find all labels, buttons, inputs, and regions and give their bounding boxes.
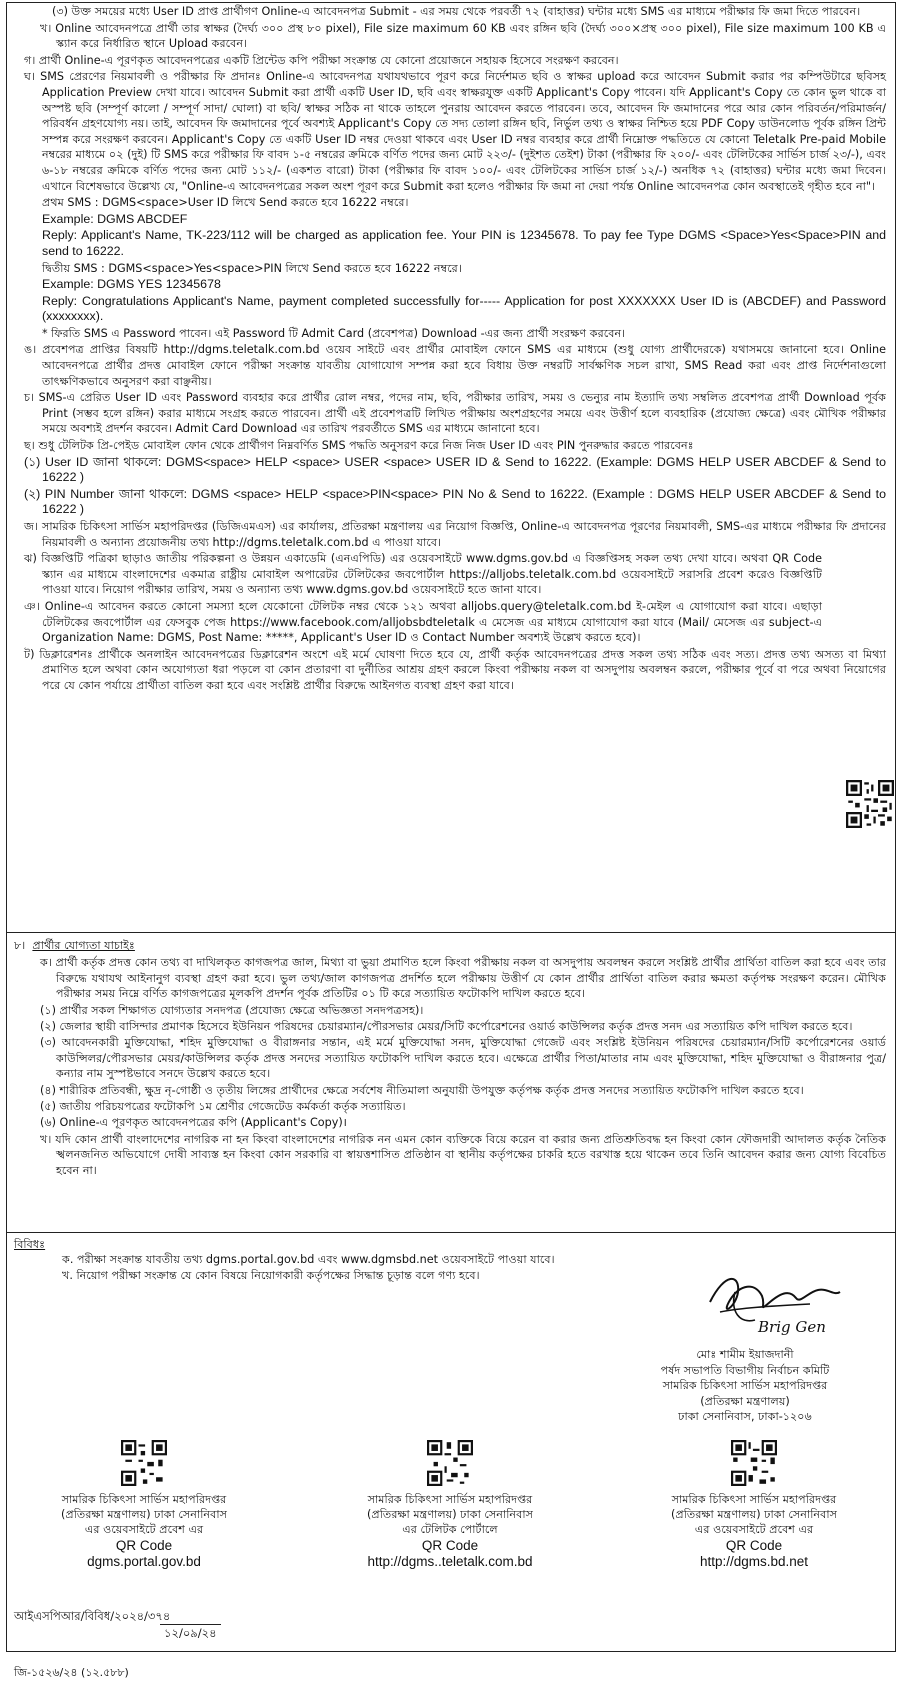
qr-code-icon <box>121 1440 167 1486</box>
qr-portal-label: QR Code <box>115 1537 173 1553</box>
example-1: Example: DGMS ABCDEF <box>42 211 188 226</box>
qr-bdnet-label: QR Code <box>725 1537 783 1553</box>
qr-code-icon <box>427 1440 473 1486</box>
second-sms: দ্বিতীয় SMS : DGMS<space>Yes<space>PIN লিখে Send করতে হবে 16222 নম্বরে। <box>42 261 462 275</box>
first-sms: প্রথম SMS : DGMS<space>User ID লিখে Send করতে হবে 16222 নম্বরে। <box>42 196 409 210</box>
doc-item-1: (১) প্রার্থীর সকল শিক্ষাগত যোগ্যতার সনদপত্র (প্রযোজ্য ক্ষেত্রে অভিজ্ঞতা সনদপত্রসহ)। <box>40 1003 424 1017</box>
qr-portal <box>24 1440 264 1570</box>
qr-bdnet-line1: সামরিক চিকিৎসা সার্ভিস মহাপরিদপ্তর <box>671 1493 837 1506</box>
misc-ka: ক. পরীক্ষা সংক্রান্ত যাবতীয় তথ্য dgms.portal.gov.bd এবং www.dgmsbd.net ওয়েবসাইটে পাওয়া যাবে। <box>62 1253 555 1267</box>
signatory-title: পর্ষদ সভাপতি বিভাগীয় নির্বাচন কমিটি <box>660 1363 830 1377</box>
doc-item-2: (২) জেলার স্থায়ী বাসিন্দার প্রমাণক হিসেবে ইউনিয়ন পরিষদের চেয়ারম্যান/পৌরসভার মেয়র/সিটি কর্পোরেশনের ওয়ার্ড কাউন্সিলর কর্তৃক প্রদত্ত সনদ এর সত্যায়িত কপি দাখিল করতে হবে। <box>40 1020 853 1034</box>
qr-portal-line3: এর ওয়েবসাইটে প্রবেশ এর <box>84 1523 204 1537</box>
item-3: (৩) উক্ত সময়ের মধ্যে User ID প্রাপ্ত প্রার্থীগণ Online-এ আবেদনপত্র Submit - এর সময় থেকে পরবর্তী ৭২ (বাহাত্তর) ঘন্টার মধ্যে SMS এর মাধ্যমে পরীক্ষার ফি জমা দিতে পারবেন। <box>52 5 861 18</box>
qr-teletalk-label: QR Code <box>421 1537 479 1553</box>
doc-item-4: (৪) শারীরিক প্রতিবন্ধী, ক্ষুদ্র নৃ-গোষ্ঠী ও তৃতীয় লিঙ্গের প্রার্থীদের ক্ষেত্রে সর্বশেষ নীতিমালা অনুযায়ী উপযুক্ত কর্তৃপক্ষ কর্তৃক প্রদত্ত সনদের সত্যায়িত ফটোকপি দাখিল করতে হবে। <box>40 1083 804 1097</box>
item-jha-website: ঝ) বিজ্ঞপ্তিটি পত্রিকা ছাড়াও জাতীয় পরিকল্পনা ও উন্নয়ন একাডেমি (এনএপিডি) এর ওয়েবসাইটে www.dgms.gov.bd এ বিজ্ঞপ্তিসহ সকল তথ্য দেখা যাবে। অথবা QR Code স্ক্যান এর মাধ্যমে বাংলাদেশের একমাত্র রাষ্ট্রীয় মোবাইল অপারেটর টেলিটকের জবপোর্টাল https://alljobs.teletalk.com.bd ওয়েবসাইটে সরাসরি প্রবেশ করেও বিজ্ঞপ্তিটি পাওয়া যাবে। নিয়োগ পরীক্ষার তারিখ, সময় ও অন্যান্য তথ্য www.dgms.gov.bd ওয়েবসাইটে হতে জানা যাবে। <box>24 552 822 597</box>
eligibility-ka: ক। প্রার্থী কর্তৃক প্রদত্ত কোন তথ্য বা দাখিলকৃত কাগজপত্র জাল, মিথ্যা বা ভুয়া প্রমাণিত হলে কিংবা পরীক্ষায় নকল বা অসদুপায় অবলম্বন করলে সংশ্লিষ্ট প্রার্থীর প্রার্থিতা বাতিল করা হবে এবং তার বিরুদ্ধে যথাযথ আইনানুগ ব্যবস্থা গ্রহণ করা হবে। ভুল তথ্য/জাল কাগজপত্র প্রদর্শিত হলে পরীক্ষায় উত্তীর্ণ যে কোন প্রার্থীর প্রার্থিতা বাতিল করার ক্ষমতা কর্তৃপক্ষ সংরক্ষণ করেন। মৌখিক পরীক্ষার সময় নিম্নে বর্ণিত কাগজপত্রের মূলকপি প্রদর্শন পূর্বক প্রতিটির ০১ টি করে সত্যায়িত ফটোকপি দাখিল করতে হবে। <box>40 956 886 1001</box>
item-kha: খ। Online আবেদনপত্রে প্রার্থী তার স্বাক্ষর (দৈর্ঘ্য ৩০০ প্রস্থ ৮০ pixel), File size maximum 60 KB এবং রঙ্গিন ছবি (দৈর্ঘ্য ৩০০×প্রস্থ ৩০০ pixel), File size maximum 100 KB এ স্ক্যান করে নির্ধারিত স্থানে Upload করবেন। <box>40 21 886 51</box>
recovery-user-id: (১) User ID জানা থাকলে: DGMS<space> HELP <space> USER <space> USER ID & Send to 16222. (Example: DGMS HELP USER ABCDEF & Send to 16222 ) <box>24 454 886 485</box>
qr-portal-line2: (প্রতিরক্ষা মন্ত্রণালয়) ঢাকা সেনানিবাস <box>61 1508 227 1522</box>
doc-item-6: (৬) Online-এ পূরণকৃত আবেদনপত্রের কপি (Applicant's Copy)। <box>40 1116 347 1130</box>
signatory-ministry: (প্রতিরক্ষা মন্ত্রণালয়) <box>700 1394 790 1408</box>
gazette-footer: জি-১৫২৬/২৪ (১২.৫৮৮) <box>14 1666 129 1679</box>
signatory-office: সামরিক চিকিৎসা সার্ভিস মহাপরিদপ্তর <box>662 1379 828 1393</box>
reply-1: Reply: Applicant's Name, TK-223/112 will be charged as application fee. Your PIN is 12345678. To pay fee Type DGMS <Space>Yes<Space>PIN and send to 16222. <box>42 228 886 258</box>
section-divider <box>6 932 896 933</box>
qr-teletalk-url[interactable]: http://dgms..teletalk.com.bd <box>367 1553 533 1569</box>
signatory-name: মোঃ শামীম ইয়াজদানী <box>696 1348 794 1361</box>
qr-portal-url[interactable]: dgms.portal.gov.bd <box>87 1553 201 1569</box>
item-ga: গ। প্রার্থী Online-এ পূরণকৃত আবেদনপত্রের একটি প্রিন্টেড কপি পরীক্ষা সংক্রান্ত যে কোনো প্রয়োজনে সহায়ক হিসেবে সংরক্ষণ করবেন। <box>24 53 619 67</box>
eligibility-kha: খ। যদি কোন প্রার্থী বাংলাদেশের নাগরিক না হন কিংবা বাংলাদেশের নাগরিক নন এমন কোন ব্যক্তিকে বিয়ে করেন বা করার জন্য প্রতিশ্রুতিবদ্ধ হন কিংবা কোন ফৌজদারী আদালত কর্তৃক নৈতিক স্খলনজনিত অভিযোগে দোষী সাব্যস্ত হন কিংবা কোন সরকারি বা স্বায়ত্তশাসিত প্রতিষ্ঠান বা স্থানীয় কর্তৃপক্ষের চাকরি হতে বরখাস্ত হয়ে থাকেন তবে তিনি আবেদন করার জন্য যোগ্য বিবেচিত হবেন না। <box>40 1132 886 1177</box>
password-note: * ফিরতি SMS এ Password পাবেন। এই Password টি Admit Card (প্রবেশপত্র) Download -এর জন্য প্রার্থী সংরক্ষণ করবেন। <box>42 326 626 340</box>
doc-item-3: (৩) আবেদনকারী মুক্তিযোদ্ধা, শহিদ মুক্তিযোদ্ধা ও বীরাঙ্গনার সন্তান, এই মর্মে মুক্তিযোদ্ধা সনদ, মুক্তিযোদ্ধা গেজেট এবং সংশ্লিষ্ট ইউনিয়ন পরিষদের চেয়ারম্যান/সিটি কর্পোরেশনের ওয়ার্ড কাউন্সিলর/পৌরসভার মেয়র/কাউন্সিলর কর্তৃক প্রদত্ত সনদের সত্যায়িত ফটোকপি দাখিল করতে হবে। এক্ষেত্রে প্রার্থীর পিতা/মাতার নাম এবং মুক্তিযোদ্ধা, শহিদ মুক্তিযোদ্ধা ও বীরাঙ্গনার পুত্র/কন্যার নাম সুস্পষ্টভাবে সনদে উল্লেখ করতে হবে। <box>40 1036 886 1081</box>
application-instructions <box>14 4 886 695</box>
item-cha-download: চ। SMS-এ প্রেরিত User ID এবং Password ব্যবহার করে প্রার্থীর রোল নম্বর, পদের নাম, ছবি, পরীক্ষার তারিখ, সময় ও ভেন্যুর নাম ইত্যাদি তথ্য সম্বলিত প্রবেশপত্র প্রার্থী Download পূর্বক Print (সম্ভব হলে রঙ্গিন) করার মাধ্যমে সংগ্রহ করতে পারবেন। প্রার্থী এই প্রবেশপত্রটি লিখিত পরীক্ষায় অংশগ্রহণের সময়ে এবং উত্তীর্ণ হলে ব্যবহারিক (প্রযোজ্য ক্ষেত্রে) এবং মৌখিক পরীক্ষার সময়ে অবশ্যই প্রদর্শন করবেন। Admit Card Download এর তারিখ পরবর্তীতে SMS এর মাধ্যমে জানানো হবে। <box>24 391 886 436</box>
reply-2: Reply: Congratulations Applicant's Name, payment completed successfully for----- Application for post XXXXXXX User ID is (ABCDEF) and Password (xxxxxxxx). <box>42 293 886 324</box>
memo-number: আইএসপিআর/বিবিধ/২০২৪/৩৭৪ <box>14 1609 171 1623</box>
section-8-number: ৮। <box>14 939 26 952</box>
alljobs-qr-code <box>846 780 894 828</box>
qr-code-row <box>14 1440 886 1600</box>
misc-kha: খ. নিয়োগ পরীক্ষা সংক্রান্ত যে কোন বিষয়ে নিয়োগকারী কর্তৃপক্ষের সিদ্ধান্ত চূড়ান্ত বলে গণ্য হবে। <box>62 1268 480 1282</box>
memo-date: ১২/০৯/২৪ <box>160 1624 221 1641</box>
qr-portal-line1: সামরিক চিকিৎসা সার্ভিস মহাপরিদপ্তর <box>61 1493 227 1506</box>
doc-item-5: (৫) জাতীয় পরিচয়পত্রের ফটোকপি ১ম শ্রেণীর গেজেটেড কর্মকর্তা কর্তৃক সত্যায়িত। <box>40 1100 406 1114</box>
handwritten-signature <box>700 1262 850 1342</box>
item-ja-info: জ। সামরিক চিকিৎসা সার্ভিস মহাপরিদপ্তর (ডিজিএমএস) এর কার্যালয়, প্রতিরক্ষা মন্ত্রণালয় এর নিয়োগ বিজ্ঞপ্তি, Online-এ আবেদনপত্র পূরণের নিয়মাবলী, SMS-এর মাধ্যমে পরীক্ষার ফি প্রদানের নিয়মাবলী ও অন্যান্য প্রয়োজনীয় তথ্য http://dgms.teletalk.com.bd এ পাওয়া যাবে। <box>24 520 886 549</box>
item-nya-contact: ঞ। Online-এ আবেদন করতে কোনো সমস্যা হলে যেকোনো টেলিটক নম্বর থেকে ১২১ অথবা alljobs.query@teletalk.com.bd ই-মেইল এ যোগাযোগ করা যাবে। এছাড়া টেলিটকের জবপোর্টাল এর ফেসবুক পেজ https://www.facebook.com/alljobsbdteletalk এ মেসেজ এর মাধ্যমে যোগাযোগ করা যাবে (Mail/ মেসেজ এর subject-এ Organization Name: DGMS, Post Name: *****, Applicant's User ID ও Contact Number অবশ্যই উল্লেখ করতে হবে)। <box>24 599 822 645</box>
item-gha-sms-rules: ঘ। SMS প্রেরণের নিয়মাবলী ও পরীক্ষার ফি প্রদানঃ Online-এ আবেদনপত্র যথাযথভাবে পূরণ করে নির্দেশমত ছবি ও স্বাক্ষর upload করে আবেদন Submit করার পর কম্পিউটারে ছবিসহ Application Preview দেখা যাবে। আবেদন Submit করা প্রার্থী একটি User ID, ছবি এবং স্বাক্ষরযুক্ত একটি Applicant's Copy পাবেন। যদি Applicant's Copy তে কোন ভুল থাকে বা অস্পষ্ট ছবি (সম্পূর্ণ কালো / সম্পূর্ণ সাদা/ ঘোলা) বা ছবি/ স্বাক্ষর সঠিক না থাকে তাহলে পুনরায় আবেদন করতে পারবেন। তবে, আবেদন ফি জমাদানের পরে আর কোন পরিবর্তন/পরিমার্জন/পরিবর্ধন গ্রহণযোগ্য নয়। তাই, আবেদন ফি জমাদানের পূর্বে অবশ্যই Applicant's Copy তে সদ্য তোলা রঙ্গিন ছবি, নির্ভুল তথ্য ও স্বাক্ষর নিশ্চিত হয়ে PDF Copy ডাউনলোড পূর্বক রঙ্গিন প্রিন্ট সম্পন্ন করে সংরক্ষণ করবেন। Applicant's Copy তে একটি User ID নম্বর দেওয়া থাকবে এবং User ID নম্বর ব্যবহার করে প্রার্থী নিম্নোক্ত পদ্ধতিতে যে কোনো Teletalk Pre-paid Mobile নম্বরের মাধ্যমে ০২ (দুই) টি SMS করে পরীক্ষার ফি বাবদ ১-৫ নম্বরের ক্রমিকে বর্ণিত পদের জন্য মোট ২২৩/- (দুইশত তেইশ) টাকা (পরীক্ষার ফি ২০০/- এবং টেলিটকের সার্ভিস চার্জ ২৩/-), এবং ৬-১৮ নম্বরের ক্রমিকে বর্ণিত পদের জন্য মোট ১১২/- (একশত বারো) টাকা (পরীক্ষার ফি বাবদ ১০০/- এবং টেলিটকের সার্ভিস চার্জ ১২/-) অনধিক ৭২ (বাহাত্তর) ঘন্টার মধ্যে জমা দিবেন। এখানে বিশেষভাবে উল্লেখ্য যে, "Online-এ আবেদনপত্রের সকল অংশ পূরণ করে Submit করা হলেও পরীক্ষার ফি জমা না দেয়া পর্যন্ত Online আবেদনপত্র কোন অবস্থাতেই গৃহীত হবে না"। <box>24 70 886 193</box>
signature-block <box>600 1347 890 1425</box>
misc-title: বিবিধঃ <box>14 1238 46 1251</box>
qr-teletalk-line2: (প্রতিরক্ষা মন্ত্রণালয়) ঢাকা সেনানিবাস <box>367 1508 533 1522</box>
qr-code-icon <box>731 1440 777 1486</box>
recovery-pin: (২) PIN Number জানা থাকলে: DGMS <space> HELP <space>PIN<space> PIN No & Send to 16222. (Example : DGMS HELP USER ABCDEF & Send to 16222 ) <box>24 486 886 517</box>
signature-text: Brig Gen <box>758 1318 826 1336</box>
item-uma-admit: ঙ। প্রবেশপত্র প্রাপ্তির বিষয়টি http://dgms.teletalk.com.bd ওয়েব সাইটে এবং প্রার্থীর মোবাইল ফোনে SMS এর মাধ্যমে (শুধু যোগ্য প্রার্থীদেরকে) যথাসময়ে জানানো হবে। Online আবেদনপত্রে প্রার্থীর প্রদত্ত মোবাইল ফোনে পরীক্ষা সংক্রান্ত যাবতীয় যোগাযোগ সম্পন্ন করা হবে বিধায় উক্ত নম্বরটি সার্বক্ষণিক সচল রাখা, SMS Read করা এবং প্রাপ্ত নির্দেশনাগুলো তাৎক্ষণিকভাবে অনুসরণ করা বাঞ্ছনীয়। <box>24 343 887 388</box>
qr-bdnet-line2: (প্রতিরক্ষা মন্ত্রণালয়) ঢাকা সেনানিবাস <box>671 1508 837 1522</box>
item-chha-recovery: ছ। শুধু টেলিটক প্রি-পেইড মোবাইল ফোন থেকে প্রার্থীগণ নিম্নবর্ণিত SMS পদ্ধতি অনুসরণ করে নিজ নিজ User ID এবং PIN পুনরুদ্ধার করতে পারবেনঃ <box>24 439 694 453</box>
qr-teletalk <box>330 1440 570 1570</box>
signatory-address: ঢাকা সেনানিবাস, ঢাকা-১২০৬ <box>678 1410 812 1424</box>
item-ta-declaration: ট) ডিক্লারেশনঃ প্রার্থীকে অনলাইন আবেদনপত্রের ডিক্লারেশন অংশে এই মর্মে ঘোষণা দিতে হবে যে, প্রার্থী কর্তৃক আবেদনপত্রের প্রদত্ত সকল তথ্য সঠিক এবং সত্য। প্রদত্ত তথ্য অসত্য বা মিথ্যা প্রমাণিত হলে অথবা কোন অযোগ্যতা ধরা পড়লে বা কোন প্রতারণা বা দুর্নীতির আশ্রয় গ্রহণ করলে কিংবা পরীক্ষায় নকল বা অসদুপায় অবলম্বন করলে, পরীক্ষার পূর্বে বা পরে অথবা নিয়োগের পরে যে কোন পর্যায়ে প্রার্থীতা বাতিল করা হবে এবং সংশ্লিষ্ট প্রার্থীর বিরুদ্ধে আইনগত ব্যবস্থা গ্রহণ করা যাবে। <box>24 647 886 692</box>
qr-bdnet-line3: এর ওয়েবসাইটে প্রবেশ এর <box>694 1523 814 1537</box>
qr-teletalk-line3: এর টেলিটক পোর্টালে <box>402 1523 498 1537</box>
qr-bdnet <box>634 1440 874 1570</box>
section-divider-2 <box>6 1232 896 1233</box>
qr-teletalk-line1: সামরিক চিকিৎসা সার্ভিস মহাপরিদপ্তর <box>367 1493 533 1506</box>
qr-bdnet-url[interactable]: http://dgms.bd.net <box>699 1553 809 1569</box>
section-8-title: প্রার্থীর যোগ্যতা যাচাইঃ <box>32 939 135 952</box>
eligibility-section <box>14 938 886 1179</box>
example-2: Example: DGMS YES 12345678 <box>42 277 221 292</box>
